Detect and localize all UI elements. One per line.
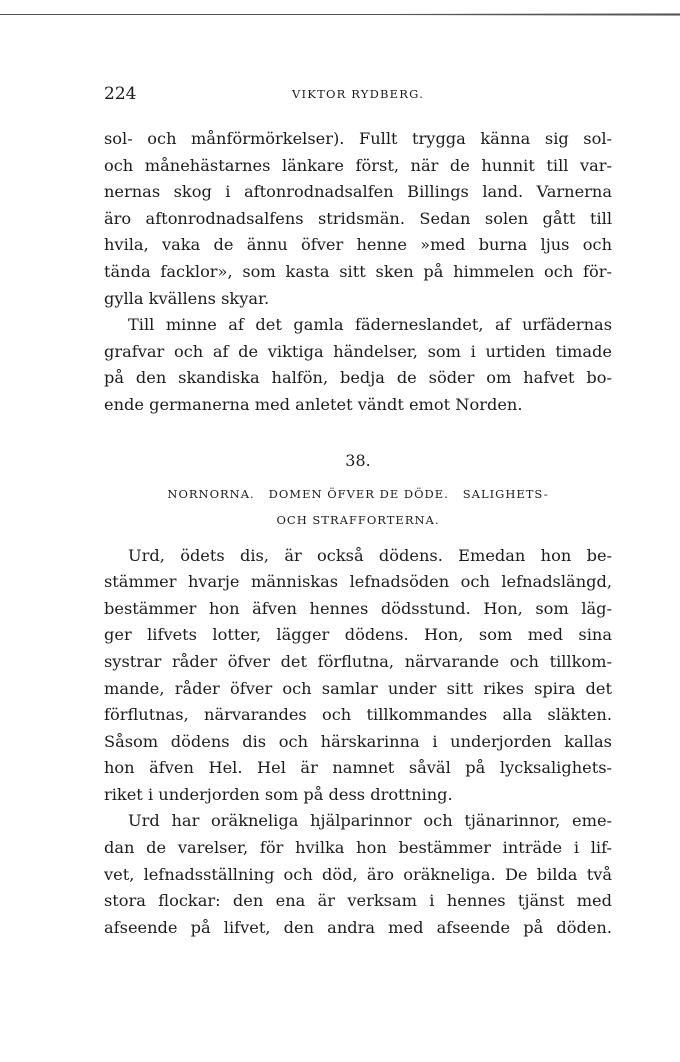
text-line: grafvar och af de viktiga händelser, som i urtiden timade (104, 341, 612, 361)
body-text-top (104, 126, 612, 419)
page-header (104, 84, 612, 112)
text-line: tända facklor», som kasta sitt sken på himmelen och för- (104, 261, 612, 281)
text-line: riket i underjorden som på dess drottning. (104, 784, 453, 804)
text-line: Urd har oräkneliga hjälparinnor och tjänarinnor, eme- (128, 811, 612, 831)
paragraph (104, 808, 612, 941)
section-title-line: NORNORNA. DOMEN ÖFVER DE DÖDE. SALIGHETS- (167, 486, 549, 501)
text-line: dan de varelser, för hvilka hon bestämmer inträde i lif- (104, 838, 612, 858)
paragraph (104, 543, 612, 809)
text-line: och månehästarnes länkare först, när de hunnit till var- (104, 155, 612, 175)
text-line: hvila, vaka de ännu öfver henne »med burna ljus och (104, 235, 612, 255)
text-line: stora flockar: den ena är verksam i hennes tjänst med (104, 891, 612, 911)
text-line: förflutnas, närvarandes och tillkommandes alla släkten. (104, 705, 612, 725)
text-line: Såsom dödens dis och härskarinna i underjorden kallas (104, 731, 612, 751)
section-number: 38. (345, 450, 371, 470)
page-number: 224 (104, 84, 137, 104)
text-line: afseende på lifvet, den andra med afseende på döden. (104, 917, 612, 937)
body-text-section (104, 543, 612, 942)
text-line: äro aftonrodnadsalfens stridsmän. Sedan solen gått till (104, 208, 612, 228)
section-title-line: OCH STRAFFORTERNA. (276, 512, 440, 527)
text-line: på den skandiska halfön, bedja de söder om hafvet bo- (104, 368, 612, 388)
text-line: vet, lefnadsställning och död, äro oräkneliga. De bilda två (104, 864, 612, 884)
text-line: Urd, ödets dis, är också dödens. Emedan hon be- (128, 545, 612, 565)
text-line: systrar råder öfver det förflutna, närvarande och tillkom- (104, 651, 612, 671)
text-line: gylla kvällens skyar. (104, 288, 270, 308)
section-title (104, 481, 612, 533)
scan-top-edge-shadow (380, 13, 680, 16)
text-line: ende germanerna med anletet vändt emot Norden. (104, 394, 523, 414)
text-line: hon äfven Hel. Hel är namnet såväl på lycksalighets- (104, 758, 612, 778)
book-page (104, 84, 612, 941)
text-line: ger lifvets lotter, lägger dödens. Hon, som med sina (104, 625, 612, 645)
paragraph (104, 126, 612, 312)
text-line: nernas skog i aftonrodnadsalfen Billings land. Varnerna (104, 182, 612, 202)
text-line: sol- och månförmörkelser). Fullt trygga känna sig sol- (104, 129, 612, 148)
text-line: bestämmer hon äfven hennes dödsstund. Hon, som läg- (104, 598, 612, 618)
text-line: mande, råder öfver och samlar under sitt rikes spira det (104, 678, 612, 698)
text-line: Till minne af det gamla fäderneslandet, af urfädernas (128, 315, 612, 335)
text-line: stämmer hvarje människas lefnadsöden och lefnadslängd, (104, 572, 612, 592)
running-head: VIKTOR RYDBERG. (292, 87, 424, 101)
paragraph (104, 312, 612, 418)
